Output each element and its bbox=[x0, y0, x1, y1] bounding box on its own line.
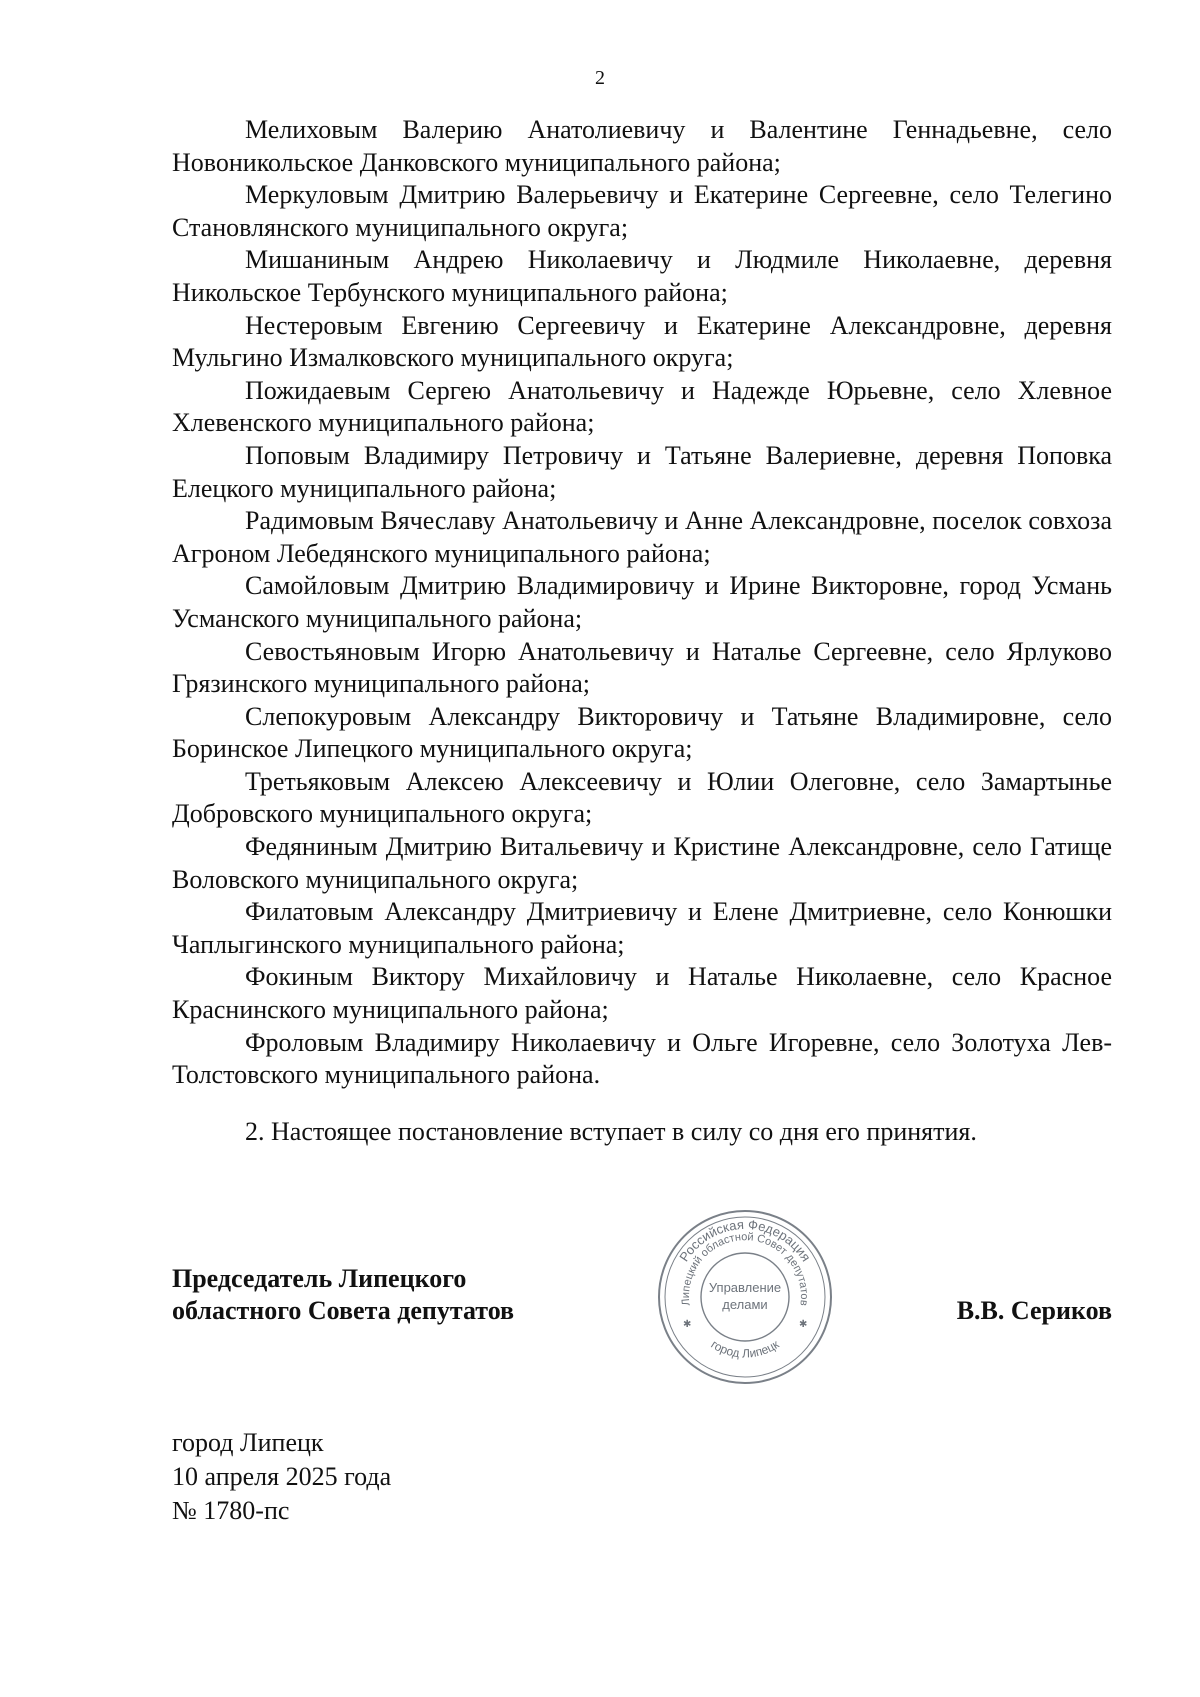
signature-title bbox=[172, 1263, 514, 1327]
list-item: Мелиховым Валерию Анатолиевичу и Валентине Геннадьевне, село Новоникольское Данковского муниципального района; bbox=[172, 115, 1112, 177]
signature-block bbox=[172, 1263, 1112, 1333]
list-item: Фокиным Виктору Михайловичу и Наталье Николаевне, село Красное Краснинского муниципального района; bbox=[172, 962, 1112, 1025]
list-item: Севостьяновым Игорю Анатольевичу и Наталье Сергеевне, село Ярлуково Грязинского муниципального района; bbox=[172, 636, 1112, 699]
list-item: Мишаниным Андрею Николаевичу и Людмиле Николаевне, деревня Никольское Тербунского муниципального района; bbox=[172, 245, 1112, 307]
seal-center-line1: Управление bbox=[708, 1280, 782, 1295]
document-footer bbox=[172, 1426, 391, 1528]
list-item: Радимовым Вячеславу Анатольевичу и Анне Александровне, поселок совхоза Агроном Лебедянского муниципального района; bbox=[172, 506, 1112, 568]
seal-star-icon: ✱ bbox=[799, 1319, 808, 1330]
list-item: Фроловым Владимиру Николаевичу и Ольге Игоревне, село Золотуха Лев-Толстовского муниципального района. bbox=[172, 1027, 1112, 1090]
signature-title-line1: Председатель Липецкого bbox=[172, 1264, 467, 1293]
signature-title-line2: областного Совета депутатов bbox=[172, 1296, 515, 1325]
seal-outer-text: Российская Федерация bbox=[676, 1216, 814, 1265]
official-seal bbox=[655, 1207, 835, 1387]
list-item: Третьяковым Алексею Алексеевичу и Юлии Олеговне, село Замартынье Добровского муниципального округа; bbox=[172, 766, 1112, 829]
list-item: Самойловым Дмитрию Владимировичу и Ирине Викторовне, город Усмань Усманского муниципального района; bbox=[172, 571, 1112, 633]
seal-center-line2: делами bbox=[722, 1297, 768, 1312]
list-item: Федяниным Дмитрию Витальевичу и Кристине Александровне, село Гатище Воловского муниципального округа; bbox=[172, 832, 1112, 894]
list-item: Поповым Владимиру Петровичу и Татьяне Валериевне, деревня Поповка Елецкого муниципального района; bbox=[172, 440, 1112, 503]
page-number: 2 bbox=[595, 67, 605, 89]
list-item: Нестеровым Евгению Сергеевичу и Екатерине Александровне, деревня Мульгино Измалковского муниципального округа; bbox=[172, 310, 1112, 373]
document-body bbox=[172, 114, 1112, 1148]
signatory-name: В.В. Сериков bbox=[956, 1296, 1112, 1325]
list-item: Пожидаевым Сергею Анатольевичу и Надежде Юрьевне, село Хлевное Хлевенского муниципального района; bbox=[172, 375, 1112, 438]
footer-city: город Липецк bbox=[172, 1428, 324, 1457]
seal-middle-text: Липецкий областной Совет депутатов bbox=[679, 1231, 811, 1307]
seal-bottom-text: город Липецк bbox=[708, 1337, 782, 1361]
footer-number: № 1780-пс bbox=[172, 1496, 290, 1525]
list-item: Меркуловым Дмитрию Валерьевичу и Екатерине Сергеевне, село Телегино Становлянского муниципального округа; bbox=[172, 180, 1112, 242]
seal-star-icon: ✱ bbox=[683, 1319, 692, 1330]
footer-date: 10 апреля 2025 года bbox=[172, 1462, 392, 1491]
clause-2: 2. Настоящее постановление вступает в силу со дня его принятия. bbox=[245, 1116, 977, 1146]
list-item: Филатовым Александру Дмитриевичу и Елене Дмитриевне, село Конюшки Чаплыгинского муниципального района; bbox=[172, 897, 1112, 959]
list-item: Слепокуровым Александру Викторовичу и Татьяне Владимировне, село Боринское Липецкого муниципального округа; bbox=[172, 701, 1112, 764]
